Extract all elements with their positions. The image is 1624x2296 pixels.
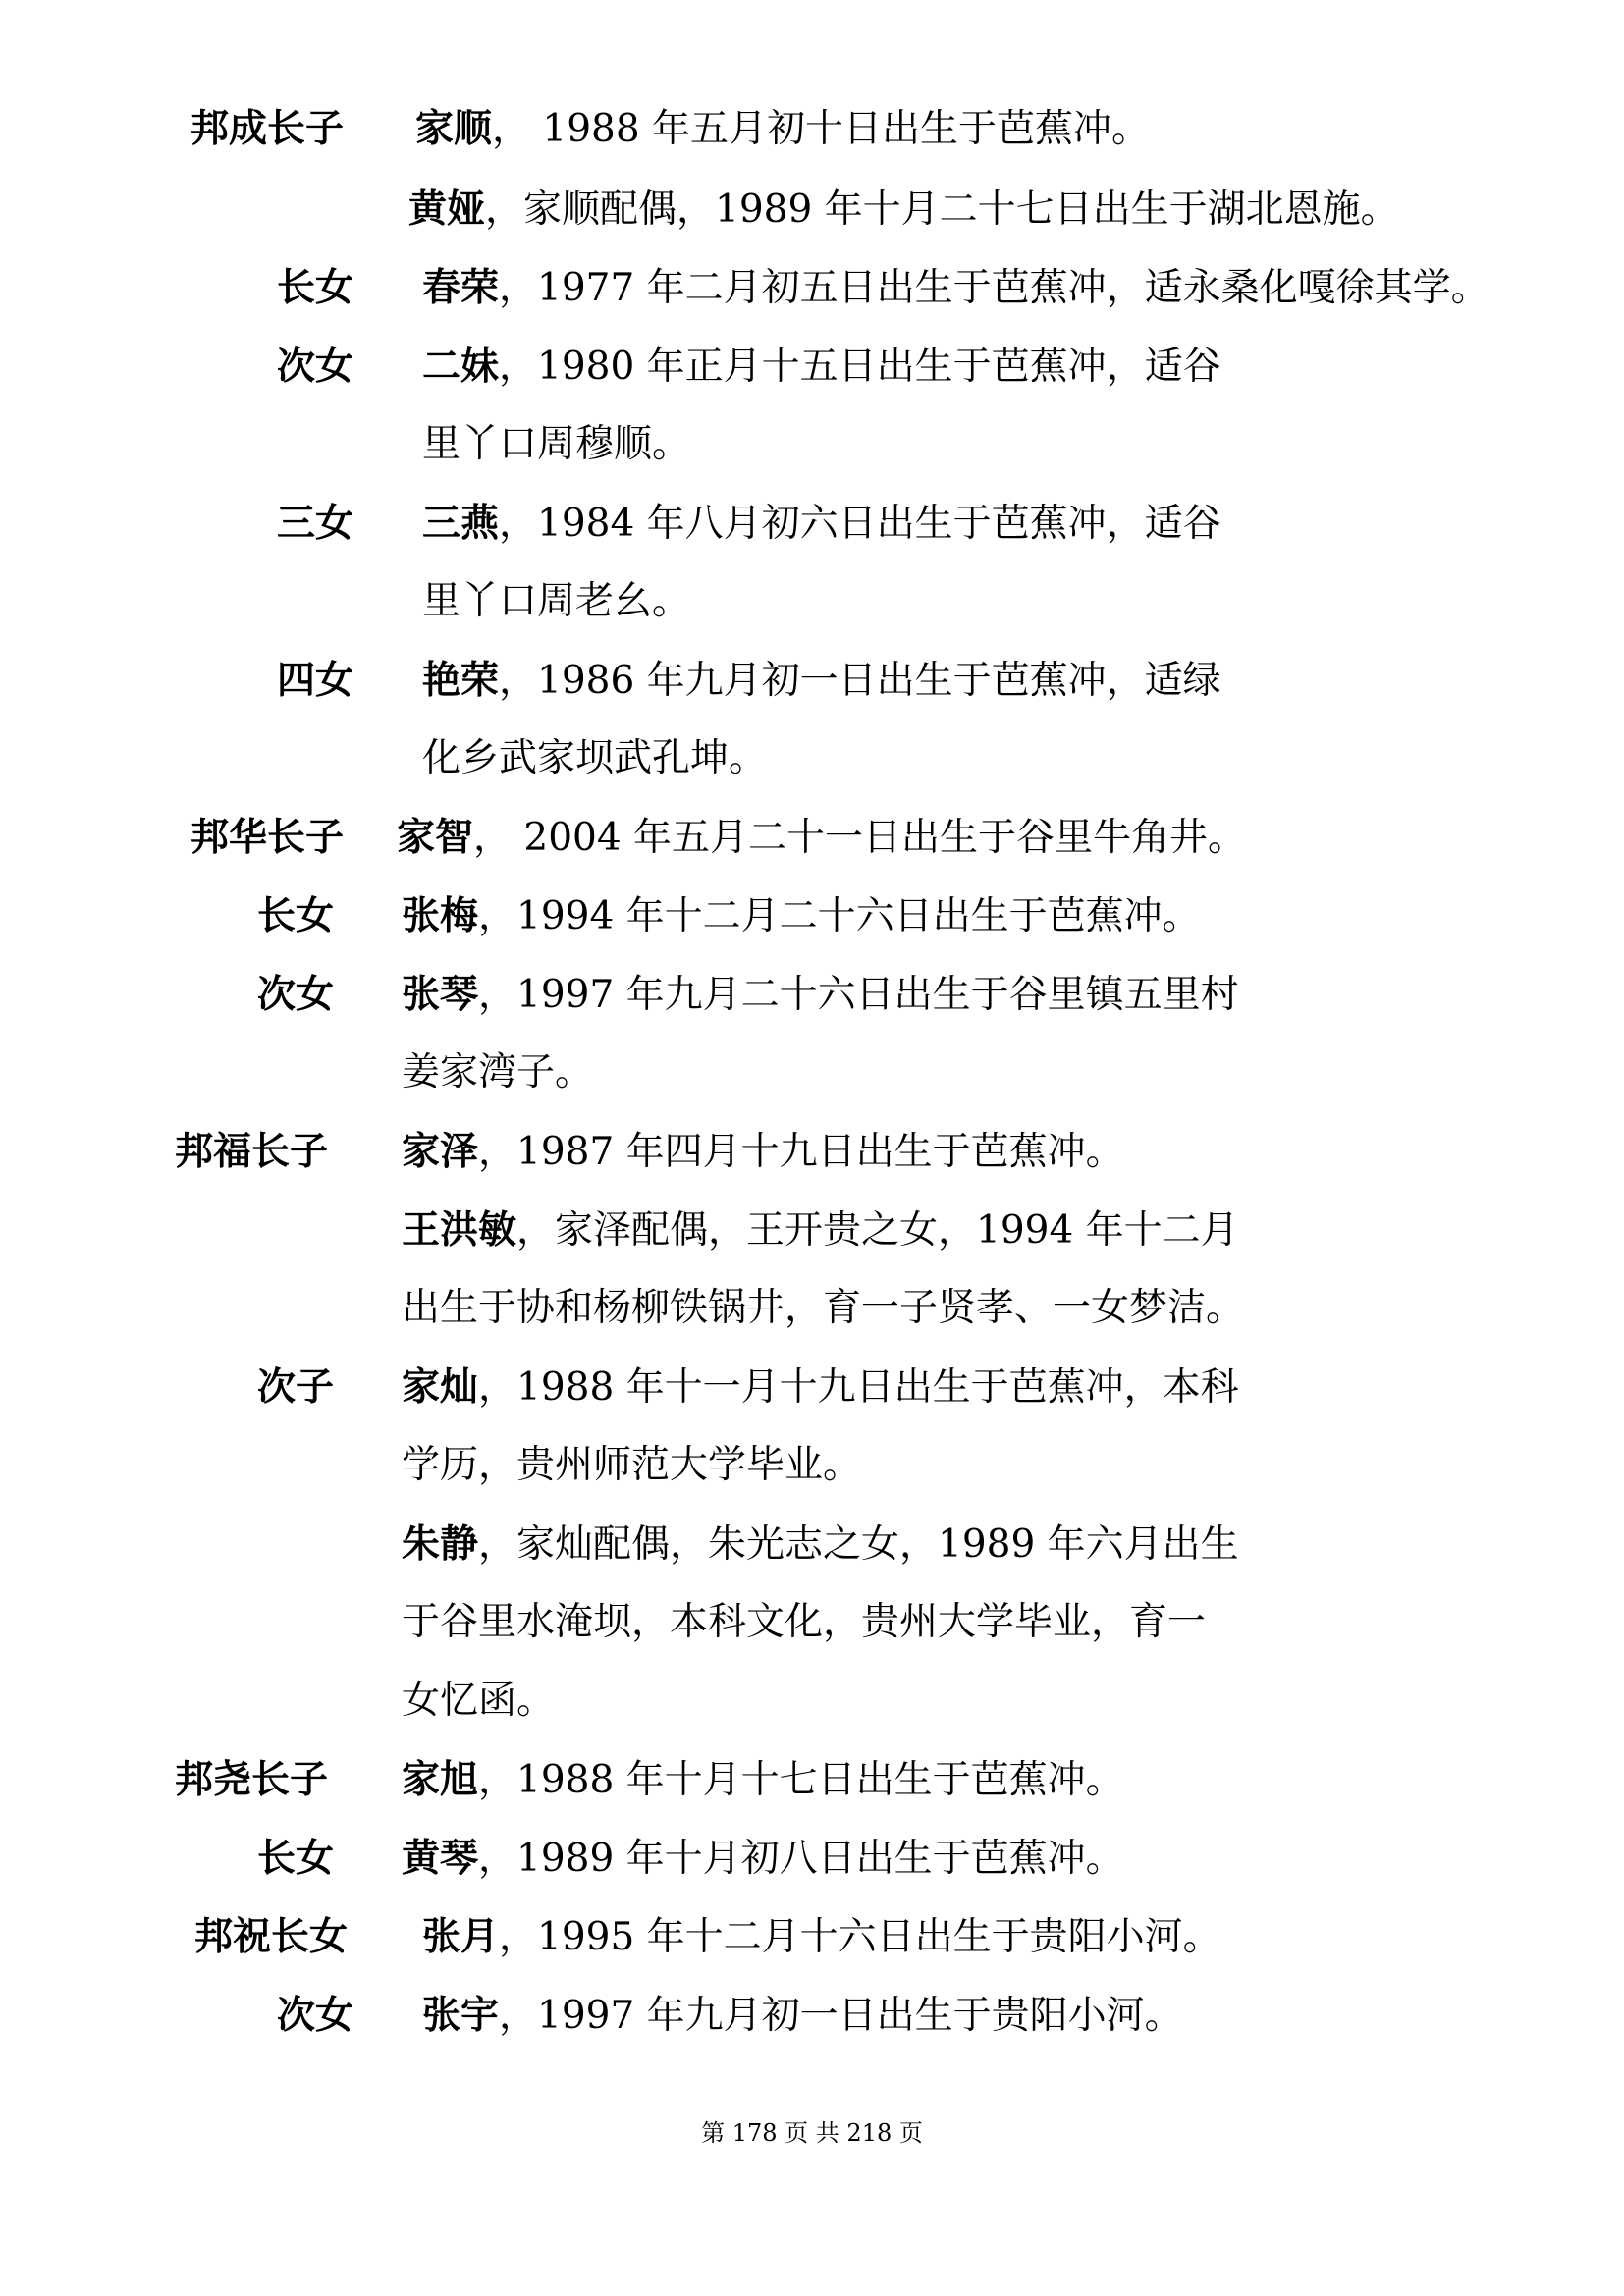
person-name: 张月 [422, 1914, 500, 1959]
entry-text: 学历，贵州师范大学毕业。 [402, 1443, 862, 1487]
entry-line [402, 970, 1239, 1020]
relation-label: 邦福长子 [175, 1129, 329, 1174]
person-name: 家旭 [402, 1757, 479, 1802]
person-name: 家泽 [402, 1129, 479, 1174]
entry-text: ，1989 年十月初八日出生于芭蕉冲。 [478, 1837, 1124, 1881]
entry-line [257, 1834, 334, 1884]
entry-line [190, 813, 344, 863]
entry-text: ，1984 年八月初六日出生于芭蕉冲，适谷 [499, 502, 1221, 546]
entry-line [194, 1912, 348, 1962]
entry-text: ，1977 年二月初五日出生于芭蕉冲，适永桑化嘎徐其学。 [499, 266, 1489, 310]
entry-line [277, 1991, 353, 2041]
relation-label: 次子 [257, 1364, 335, 1410]
entry-text: ，1986 年九月初一日出生于芭蕉冲，适绿 [499, 659, 1221, 703]
entry-line [277, 499, 353, 549]
entry-line [422, 263, 1489, 313]
entry-text: 女忆函。 [402, 1679, 556, 1723]
entry-text: ，1997 年九月初一日出生于贵阳小河。 [499, 1994, 1183, 2038]
person-name: 张梅 [402, 893, 479, 938]
relation-label: 次女 [277, 1993, 354, 2038]
entry-text: 里丫口周老幺。 [422, 579, 691, 623]
page-footer: 第 178 页 共 218 页 [701, 2119, 923, 2147]
entry-line [402, 891, 1201, 941]
entry-text: 出生于协和杨柳铁锅井，育一子贤孝、一女梦洁。 [402, 1286, 1245, 1330]
entry-text: ，家顺配偶，1989 年十月二十七日出生于湖北恩施。 [485, 187, 1399, 232]
entry-line [402, 1205, 1239, 1255]
person-name: 艳荣 [422, 658, 500, 703]
relation-label: 次女 [257, 972, 335, 1017]
entry-line [415, 104, 1150, 154]
person-name: 黄琴 [402, 1836, 479, 1881]
relation-label: 邦尧长子 [175, 1757, 329, 1802]
entry-text: ，1988 年十一月十九日出生于芭蕉冲，本科 [478, 1365, 1239, 1410]
entry-line [422, 577, 690, 626]
entry-line [257, 891, 334, 941]
entry-text: 里丫口周穆顺。 [422, 422, 691, 466]
person-name: 春荣 [422, 265, 500, 310]
person-name: 二妹 [422, 344, 500, 389]
entry-text: ，1980 年正月十五日出生于芭蕉冲，适谷 [499, 345, 1221, 389]
entry-line [277, 342, 353, 392]
person-name: 家智 [397, 815, 474, 860]
entry-line [402, 1048, 593, 1097]
entry-text: ，家泽配偶，王开贵之女，1994 年十二月 [516, 1208, 1239, 1253]
entry-line [402, 1362, 1239, 1413]
entry-line [402, 1677, 555, 1726]
entry-line [277, 656, 353, 706]
entry-text: ，1988 年十月十七日出生于芭蕉冲。 [478, 1758, 1124, 1802]
entry-line [175, 1755, 328, 1805]
person-name: 张宇 [422, 1993, 500, 2038]
person-name: 黄娅 [408, 187, 486, 232]
entry-text: ，1994 年十二月二十六日出生于芭蕉冲。 [478, 894, 1201, 938]
person-name: 王洪敏 [402, 1207, 517, 1253]
relation-label: 三女 [277, 501, 354, 546]
entry-line [402, 1834, 1124, 1884]
entry-line [257, 970, 334, 1020]
entry-text: ， 2004 年五月二十一日出生于谷里牛角井。 [473, 816, 1247, 860]
entry-line [422, 499, 1221, 549]
entry-line [422, 734, 767, 783]
entry-line [397, 813, 1246, 863]
entry-line [402, 1441, 861, 1490]
person-name: 三燕 [422, 501, 500, 546]
relation-label: 四女 [277, 658, 354, 703]
entry-text: 姜家湾子。 [402, 1050, 594, 1095]
entry-text: ， 1988 年五月初十日出生于芭蕉冲。 [492, 107, 1151, 151]
relation-label: 长女 [257, 893, 335, 938]
entry-line [402, 1520, 1239, 1570]
entry-line [422, 420, 690, 469]
entry-line [402, 1284, 1244, 1333]
relation-label: 邦华长子 [190, 815, 345, 860]
person-name: 朱静 [402, 1522, 479, 1567]
entry-text: 于谷里水淹坝，本科文化，贵州大学毕业，育一 [402, 1600, 1207, 1644]
relation-label: 长女 [257, 1836, 335, 1881]
entry-line [422, 342, 1221, 392]
entry-line [422, 1912, 1221, 1962]
relation-label: 邦祝长女 [194, 1914, 349, 1959]
person-name: 家顺 [415, 106, 493, 151]
relation-label: 邦成长子 [190, 106, 345, 151]
entry-line [175, 1127, 328, 1177]
entry-text: 化乡武家坝武孔坤。 [422, 736, 768, 780]
relation-label: 长女 [277, 265, 354, 310]
entry-line [402, 1755, 1124, 1805]
entry-text: ，家灿配偶，朱光志之女，1989 年六月出生 [478, 1522, 1239, 1567]
entry-line [422, 1991, 1183, 2041]
entry-line [422, 656, 1221, 706]
entry-line [408, 185, 1399, 235]
person-name: 张琴 [402, 972, 479, 1017]
entry-line [257, 1362, 334, 1413]
entry-line [190, 104, 344, 154]
entry-line [277, 263, 353, 313]
relation-label: 次女 [277, 344, 354, 389]
entry-line [402, 1598, 1206, 1647]
entry-text: ，1987 年四月十九日出生于芭蕉冲。 [478, 1130, 1124, 1174]
entry-text: ，1995 年十二月十六日出生于贵阳小河。 [499, 1915, 1221, 1959]
person-name: 家灿 [402, 1364, 479, 1410]
entry-text: ，1997 年九月二十六日出生于谷里镇五里村 [478, 973, 1239, 1017]
entry-line [402, 1127, 1124, 1177]
